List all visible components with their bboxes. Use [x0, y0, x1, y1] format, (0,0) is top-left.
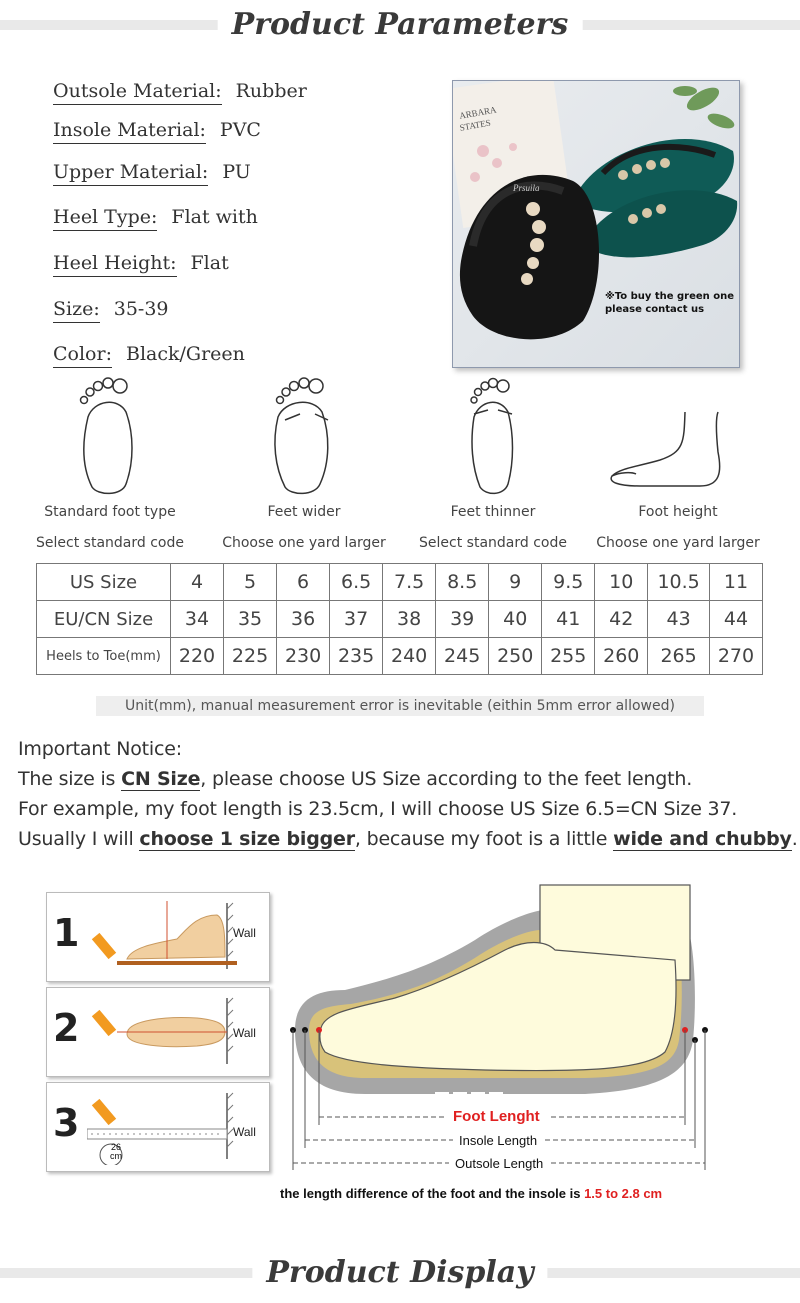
- table-cell: 9: [489, 564, 542, 601]
- foot-type-standard-label: Standard foot type: [44, 504, 176, 520]
- outsole-length-label: Outsole Length: [455, 1156, 544, 1171]
- insole-length-label: Insole Length: [459, 1133, 538, 1148]
- param-outsole: Outsole Material: Rubber: [53, 80, 307, 102]
- ruler-reading: 26 cm: [110, 1142, 122, 1161]
- table-cell: 36: [277, 601, 330, 638]
- table-cell: 260: [595, 638, 648, 675]
- table-cell: 230: [277, 638, 330, 675]
- table-cell: 5: [224, 564, 277, 601]
- param-size: Size: 35-39: [53, 298, 169, 320]
- foot-type-wider-advice: Choose one yard larger: [222, 535, 386, 551]
- param-heel-type: Heel Type: Flat with: [53, 206, 258, 228]
- table-cell: 250: [489, 638, 542, 675]
- foot-type-thinner-label: Feet thinner: [450, 504, 536, 520]
- cn-size-emphasis: CN Size: [121, 768, 201, 790]
- foot-type-height-advice: Choose one yard larger: [596, 535, 760, 551]
- foot-types-illustration: [0, 372, 800, 502]
- measure-step-2: [46, 987, 270, 1077]
- wide-emphasis: wide and chubby: [613, 828, 792, 850]
- notice-line-2: For example, my foot length is 23.5cm, I will choose US Size 6.5=CN Size 37.: [18, 798, 738, 820]
- foot-type-thinner-advice: Select standard code: [419, 535, 567, 551]
- table-cell: 40: [489, 601, 542, 638]
- foot-type-wider-label: Feet wider: [267, 504, 341, 520]
- wall-label: Wall: [233, 1026, 256, 1040]
- table-cell: 220: [171, 638, 224, 675]
- table-cell: 265: [648, 638, 710, 675]
- table-cell: 10.5: [648, 564, 710, 601]
- measure-step-1: [46, 892, 270, 982]
- table-cell: 39: [436, 601, 489, 638]
- bottom-banner: [0, 1253, 800, 1293]
- notice-title: Important Notice:: [18, 738, 182, 760]
- bigger-emphasis: choose 1 size bigger: [139, 828, 355, 850]
- wall-label: Wall: [233, 926, 256, 940]
- table-cell: 235: [330, 638, 383, 675]
- table-cell: 44: [709, 601, 762, 638]
- table-cell: 6: [277, 564, 330, 601]
- notice-line-3: Usually I will choose 1 size bigger, because my foot is a little wide and chubby.: [18, 828, 798, 850]
- svg-text:Prsuila: Prsuila: [513, 183, 540, 193]
- unit-note: Unit(mm), manual measurement error is inevitable (eithin 5mm error allowed): [96, 696, 704, 716]
- table-cell: 35: [224, 601, 277, 638]
- table-cell: 37: [330, 601, 383, 638]
- table-cell: 225: [224, 638, 277, 675]
- table-cell: 255: [542, 638, 595, 675]
- param-heel-height: Heel Height: Flat: [53, 252, 229, 274]
- table-cell: 11: [709, 564, 762, 601]
- svg-text:ARBARA: ARBARA: [458, 104, 498, 121]
- foot-type-standard-advice: Select standard code: [36, 535, 184, 551]
- table-cell: 7.5: [383, 564, 436, 601]
- row-header: US Size: [37, 564, 171, 601]
- measure-step-3: [46, 1082, 270, 1172]
- sandals-illustration: [453, 81, 739, 367]
- step-number: 1: [53, 911, 80, 955]
- table-cell: 43: [648, 601, 710, 638]
- row-header: Heels to Toe(mm): [37, 638, 171, 675]
- photo-note: ※To buy the green one please contact us: [605, 291, 735, 315]
- table-cell: 6.5: [330, 564, 383, 601]
- table-cell: 9.5: [542, 564, 595, 601]
- table-cell: 34: [171, 601, 224, 638]
- table-cell: 10: [595, 564, 648, 601]
- foot-height-icon: [611, 412, 720, 486]
- table-cell: 41: [542, 601, 595, 638]
- section-title: Product Parameters: [218, 5, 583, 45]
- table-cell: 240: [383, 638, 436, 675]
- table-row: [37, 564, 763, 601]
- table-cell: 38: [383, 601, 436, 638]
- table-cell: 8.5: [436, 564, 489, 601]
- wide-foot-icon: [275, 378, 328, 493]
- table-cell: 42: [595, 601, 648, 638]
- product-photo: [452, 80, 740, 368]
- table-cell: 4: [171, 564, 224, 601]
- table-cell: 245: [436, 638, 489, 675]
- param-insole: Insole Material: PVC: [53, 119, 261, 141]
- param-upper: Upper Material: PU: [53, 161, 251, 183]
- svg-text:STATES: STATES: [458, 117, 492, 133]
- wall-label: Wall: [233, 1125, 256, 1139]
- param-color: Color: Black/Green: [53, 343, 245, 365]
- table-cell: 270: [709, 638, 762, 675]
- step-number: 3: [53, 1101, 80, 1145]
- step-number: 2: [53, 1006, 80, 1050]
- standard-foot-icon: [81, 378, 133, 493]
- table-row: [37, 638, 763, 675]
- size-chart-table: [36, 563, 763, 675]
- top-banner: [0, 5, 800, 45]
- section-title: Product Display: [252, 1253, 547, 1293]
- row-header: EU/CN Size: [37, 601, 171, 638]
- foot-type-height-label: Foot height: [638, 504, 718, 520]
- thin-foot-icon: [471, 379, 513, 494]
- foot-length-label: Foot Lenght: [453, 1108, 540, 1125]
- table-row: [37, 601, 763, 638]
- length-difference-note: the length difference of the foot and the insole is 1.5 to 2.8 cm: [280, 1186, 663, 1201]
- difference-range: 1.5 to 2.8 cm: [584, 1186, 663, 1201]
- notice-line-1: The size is CN Size, please choose US Size according to the feet length.: [18, 768, 693, 790]
